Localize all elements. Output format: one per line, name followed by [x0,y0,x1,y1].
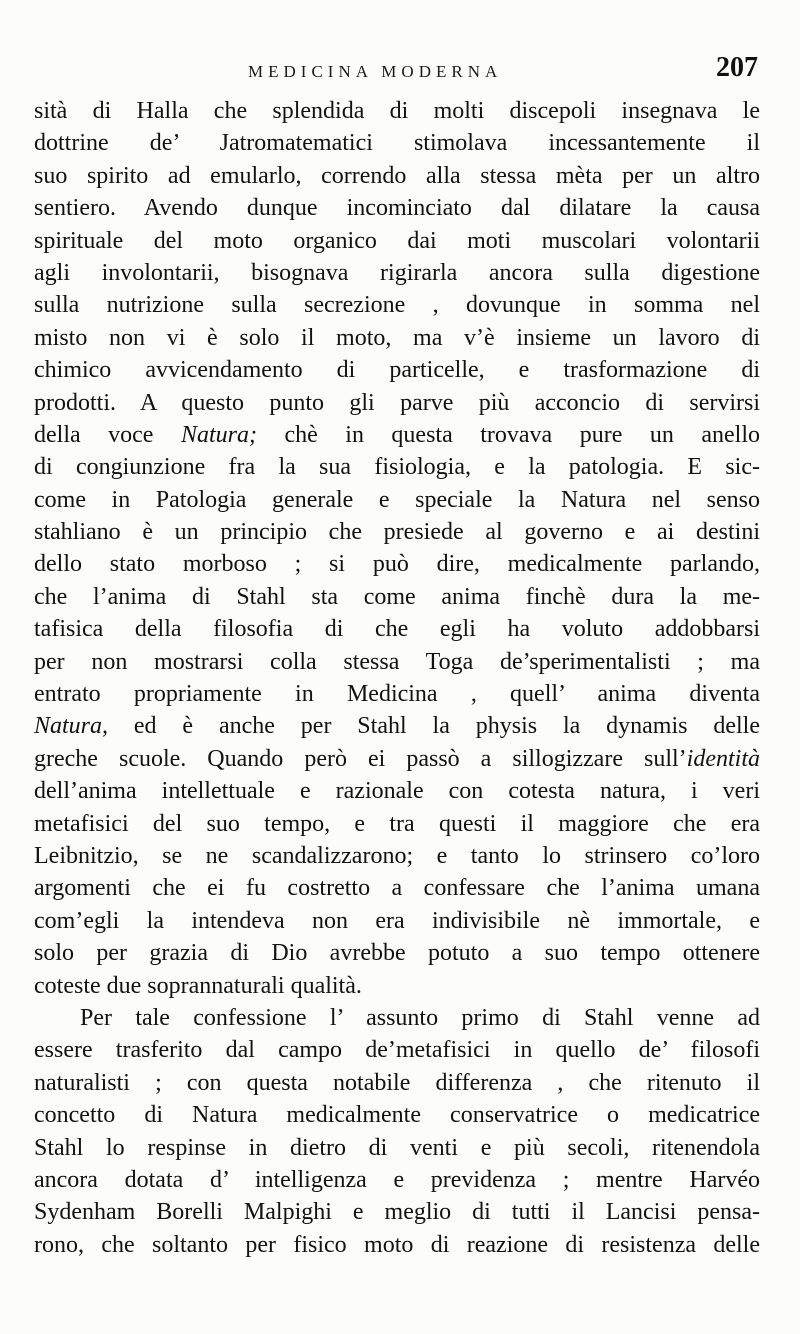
text-line-27: solo per grazia di Dio avrebbe potuto a suo tempo ottenere [34,940,760,967]
italic-term: identità [686,745,760,772]
text-line-2: dottrine de’ Jatromatematici stimolava incessantemente il [34,130,760,157]
body-text [34,95,760,1261]
page-number: 207 [716,52,758,83]
text-line-36: rono, che soltanto per fisico moto di reazione di resistenza delle [34,1231,760,1258]
text-line-18: per non mostrarsi colla stessa Toga de’sperimentalisti ; ma [34,648,760,675]
italic-term: Natura, [34,713,109,740]
text-line-6: agli involontarii, bisognava rigirarla ancora sulla digestione [34,259,760,286]
text-line-4: sentiero. Avendo dunque incominciato dal dilatare la causa [34,195,760,222]
text-line-29: Per tale confessione l’ assunto primo di Stahl venne ad [80,1004,760,1031]
italic-term: Natura; [180,421,257,448]
text-line-22: dell’anima intellettuale e razionale con cotesta natura, i veri [34,778,760,805]
text-line-33: Stahl lo respinse in dietro di venti e più secoli, ritenendola [34,1134,760,1161]
text-line-5: spirituale del moto organico dai moti muscolari volontarii [34,227,760,254]
text-line-17: tafisica della filosofia di che egli ha voluto addobbarsi [34,616,760,643]
text-line-19: entrato propriamente in Medicina , quell’ anima diventa [34,681,760,708]
text-line-8: misto non vi è solo il moto, ma v’è insieme un lavoro di [34,324,760,351]
text-line-3: suo spirito ad emularlo, correndo alla stessa mèta per un altro [34,162,760,189]
text-line-11: della voce Natura; chè in questa trovava pure un anello [34,421,760,448]
text-line-35: Sydenham Borelli Malpighi e meglio di tutti il Lancisi pensa- [34,1199,760,1226]
text-line-16: che l’anima di Stahl sta come anima finchè dura la me- [34,583,760,610]
text-line-26: com’egli la intendeva non era indivisibile nè immortale, e [34,907,760,934]
text-line-12: di congiunzione fra la sua fisiologia, e la patologia. E sic- [34,454,760,481]
text-line-23: metafisici del suo tempo, e tra questi il maggiore che era [34,810,760,837]
text-line-31: naturalisti ; con questa notabile differenza , che ritenuto il [34,1069,760,1096]
text-line-14: stahliano è un principio che presiede al governo e ai destini [34,519,760,546]
text-line-21: greche scuole. Quando però ei passò a sillogizzare sull’identità [34,745,760,772]
text-line-13: come in Patologia generale e speciale la Natura nel senso [34,486,760,513]
text-line-28: coteste due soprannaturali qualità. [34,972,362,999]
text-line-1: sità di Halla che splendida di molti discepoli insegnava le [34,98,760,124]
text-line-32: concetto di Natura medicalmente conservatrice o medicatrice [34,1102,760,1129]
text-line-30: essere trasferito dal campo de’metafisici in quello de’ filosofi [34,1037,760,1064]
text-line-15: dello stato morboso ; si può dire, medicalmente parlando, [34,551,760,578]
text-line-34: ancora dotata d’ intelligenza e previdenza ; mentre Harvéo [34,1166,760,1193]
text-line-10: prodotti. A questo punto gli parve più acconcio di servirsi [34,389,760,416]
running-title: MEDICINA MODERNA [248,62,503,81]
running-head [34,52,758,92]
text-line-24: Leibnitzio, se ne scandalizzarono; e tanto lo strinsero co’loro [34,842,760,869]
text-line-9: chimico avvicendamento di particelle, e trasformazione di [34,357,760,384]
text-line-7: sulla nutrizione sulla secrezione , dovunque in somma nel [34,292,760,319]
text-line-20: Natura, ed è anche per Stahl la physis la dynamis delle [34,713,760,740]
text-line-25: argomenti che ei fu costretto a confessare che l’anima umana [34,875,760,902]
